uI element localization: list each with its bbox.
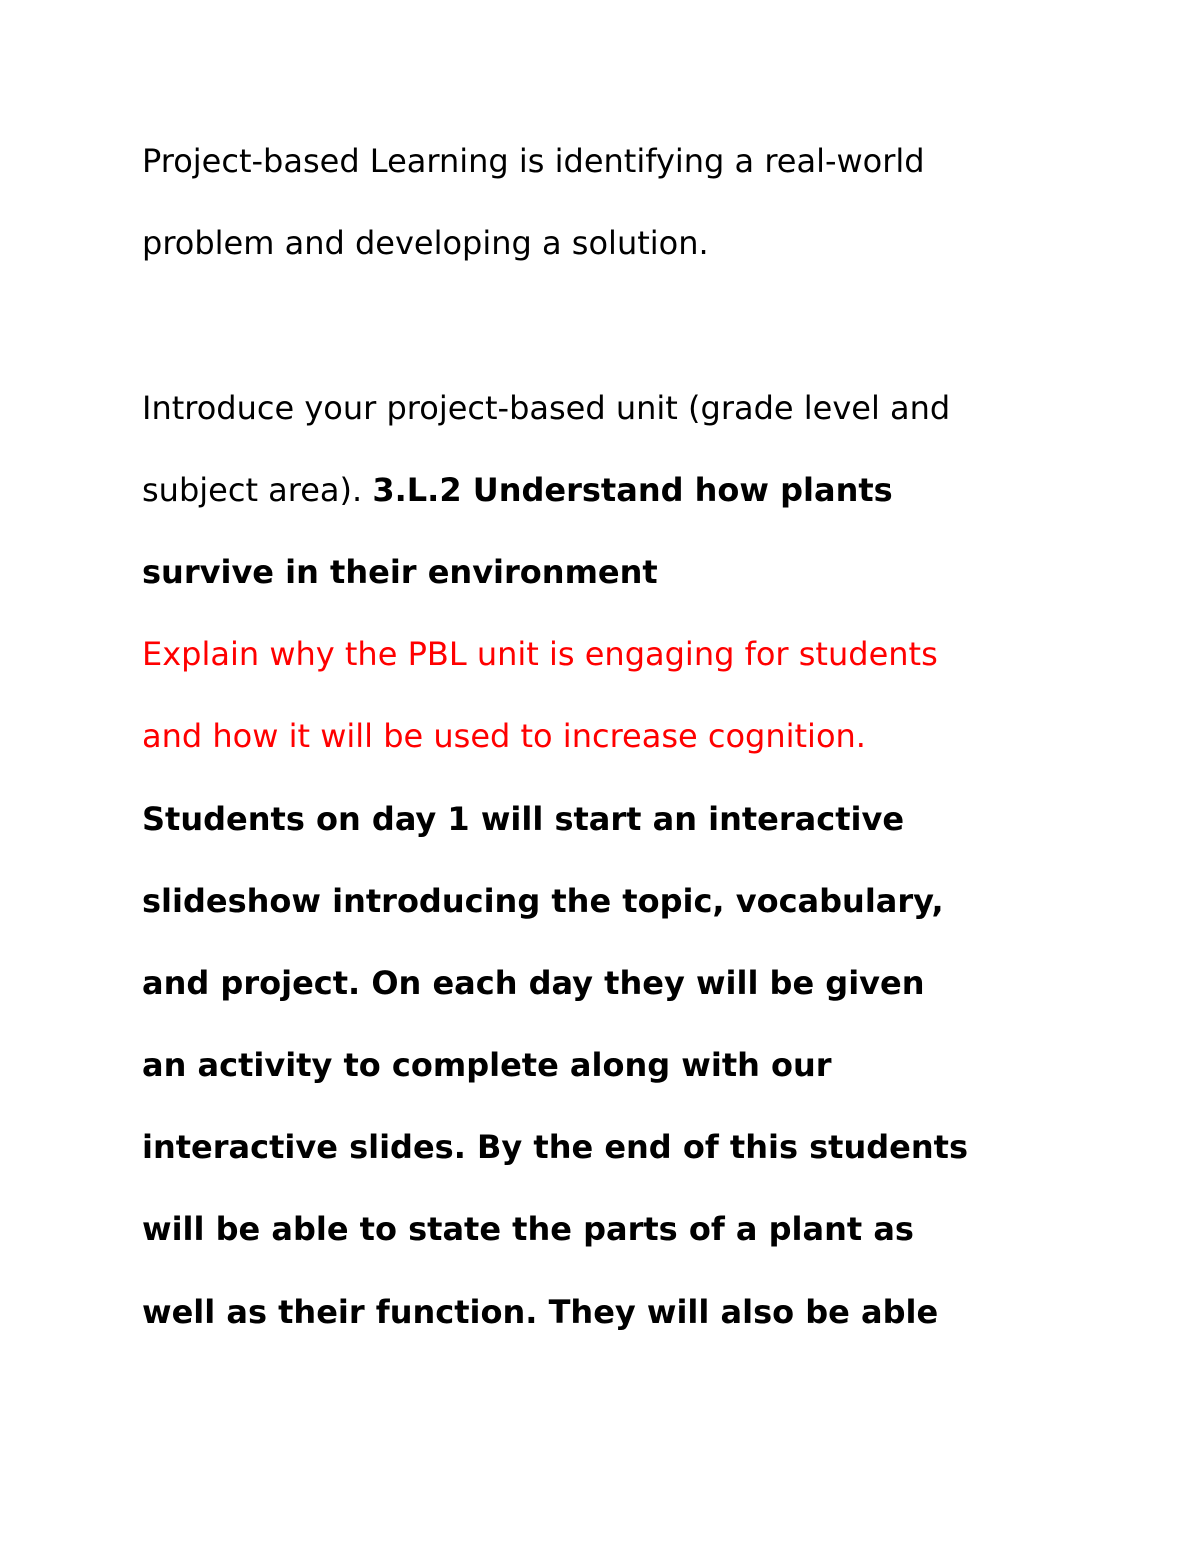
prompt-line-1: Explain why the PBL unit is engaging for students [142,635,938,673]
answer-line-6: will be able to state the parts of a plant as [142,1210,914,1248]
answer-line-2: slideshow introducing the topic, vocabulary, [142,882,944,920]
answer-line-1: Students on day 1 will start an interactive [142,800,905,838]
standard-title-continued: survive in their environment [142,553,658,591]
unit-intro-line-2 [142,470,893,510]
intro-definition-line-1: Project-based Learning is identifying a real-world [142,142,925,180]
answer-line-4: an activity to complete along with our [142,1046,832,1084]
answer-line-7: well as their function. They will also be able [142,1293,939,1331]
standard-title: 3.L.2 Understand how plants [372,471,893,509]
answer-line-3: and project. On each day they will be given [142,964,925,1002]
unit-intro-text: subject area). [142,471,373,509]
answer-line-5: interactive slides. By the end of this students [142,1128,968,1166]
unit-intro-line-1: Introduce your project-based unit (grade level and [142,389,951,427]
prompt-line-2: and how it will be used to increase cognition. [142,717,866,755]
intro-definition-line-2: problem and developing a solution. [142,224,709,262]
